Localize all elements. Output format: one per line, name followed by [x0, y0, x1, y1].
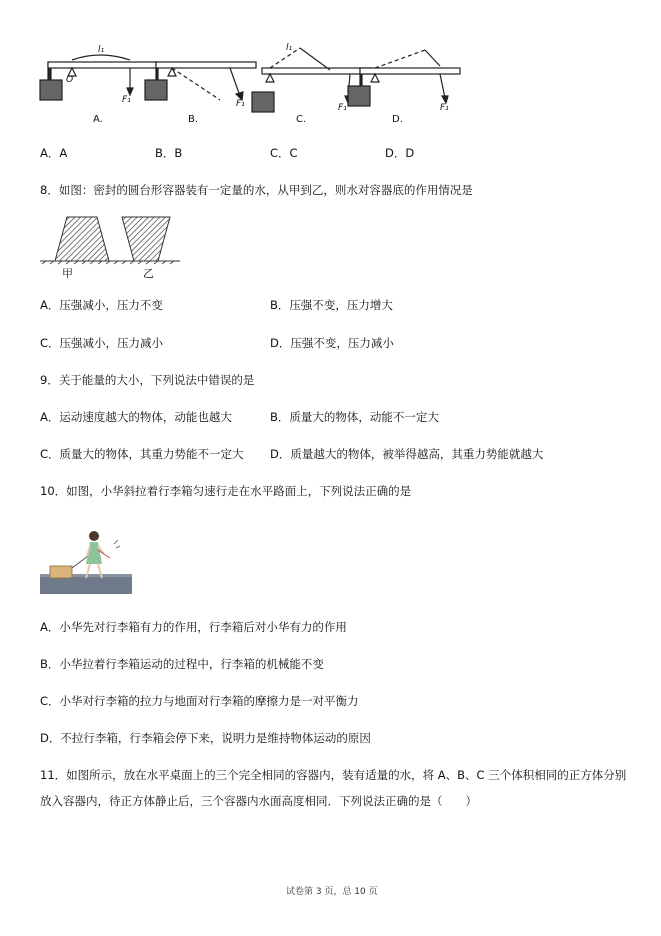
- q9-stem: 9．关于能量的大小，下列说法中错误的是: [40, 373, 255, 387]
- q7-option-a[interactable]: A．A: [40, 146, 68, 160]
- container-yi: [122, 217, 170, 261]
- figure-label-d: D.: [392, 114, 403, 125]
- q7-option-d[interactable]: D．D: [385, 146, 415, 160]
- q8-option-a[interactable]: A．压强减小，压力不变: [40, 298, 163, 312]
- container-jia: [55, 217, 109, 261]
- q9-option-b[interactable]: B．质量大的物体，动能不一定大: [270, 410, 439, 424]
- q10-stem: 10．如图，小华斜拉着行李箱匀速行走在水平路面上，下列说法正确的是: [40, 484, 412, 498]
- q9-option-c[interactable]: C．质量大的物体，其重力势能不一定大: [40, 447, 244, 461]
- q9-option-d[interactable]: D．质量越大的物体，被举得越高，其重力势能就越大: [270, 447, 544, 461]
- lever-figure-a: [40, 55, 158, 100]
- q8-stem: 8．如图：密封的圆台形容器装有一定量的水，从甲到乙，则水对容器底的作用情况是: [40, 183, 473, 197]
- girl-pulling-suitcase-figure: [40, 518, 132, 594]
- frustum-containers-figure: [40, 212, 180, 282]
- container-label-jia: 甲: [62, 267, 73, 280]
- fig-symbol-f1-b: F₁: [236, 99, 245, 109]
- q10-option-c[interactable]: C．小华对行李箱的拉力与地面对行李箱的摩擦力是一对平衡力: [40, 694, 359, 708]
- q9-option-a[interactable]: A．运动速度越大的物体，动能也越大: [40, 410, 232, 424]
- q8-option-d[interactable]: D．压强不变，压力减小: [270, 336, 394, 350]
- fig-symbol-l1-c: l₁: [286, 43, 293, 53]
- fig-symbol-o-a: O: [66, 75, 74, 85]
- fig-symbol-f1-d: F₁: [440, 103, 449, 113]
- lever-figure-d: [348, 50, 460, 106]
- lever-figure-b: [145, 62, 256, 100]
- q8-option-b[interactable]: B．压强不变，压力增大: [270, 298, 393, 312]
- q11-stem-line2: 放入容器内，待正方体静止后，三个容器内水面高度相同．下列说法正确的是（ ）: [40, 794, 477, 808]
- figure-label-c: C.: [296, 114, 307, 125]
- fig-symbol-f1-a: F₁: [122, 95, 131, 105]
- container-label-yi: 乙: [143, 267, 154, 280]
- q10-option-b[interactable]: B．小华拉着行李箱运动的过程中，行李箱的机械能不变: [40, 657, 324, 671]
- fig-symbol-l1-a: l₁: [98, 45, 105, 55]
- figure-label-b: B.: [188, 114, 199, 125]
- q10-option-a[interactable]: A．小华先对行李箱有力的作用，行李箱后对小华有力的作用: [40, 620, 347, 634]
- page-footer: 试卷第 3 页，总 10 页: [286, 887, 378, 897]
- fig-symbol-f1-c: F₁: [338, 103, 347, 113]
- q10-option-d[interactable]: D．不拉行李箱，行李箱会停下来，说明力是维持物体运动的原因: [40, 731, 371, 745]
- q7-option-b[interactable]: B．B: [155, 146, 183, 160]
- figure-label-a: A.: [93, 114, 103, 125]
- q8-option-c[interactable]: C．压强减小，压力减小: [40, 336, 164, 350]
- q7-option-c[interactable]: C．C: [270, 146, 298, 160]
- q11-stem-line1: 11．如图所示，放在水平桌面上的三个完全相同的容器内，装有适量的水，将 A、B、C 三个体积相同的正方体分别: [40, 768, 627, 782]
